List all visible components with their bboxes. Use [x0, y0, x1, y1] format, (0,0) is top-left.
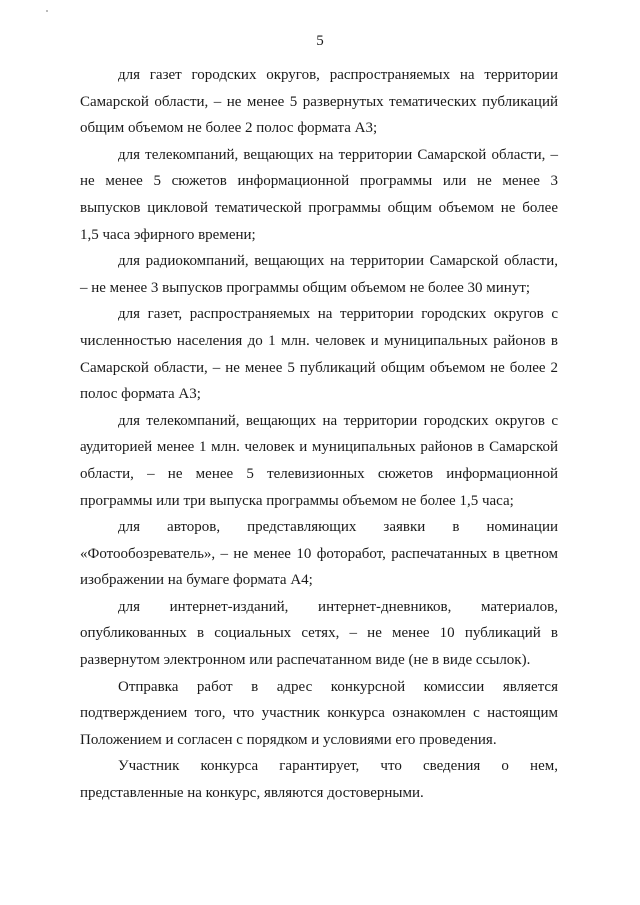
- paragraph-photo-reporters: для авторов, представляющих заявки в номинации «Фотообозреватель», – не менее 10 фоторабот, распечатанных в цветном изображении на бумаге формата А4;: [80, 519, 558, 589]
- paragraph-local-tv: для телекомпаний, вещающих на территории городских округов с аудиторией менее 1 млн. человек и муниципальных районов в Самарской области, – не менее 5 телевизионных сюжетов информационной программы или три выпуска программы объемом не более 1,5 часа;: [80, 412, 558, 509]
- paragraph-participant-guarantee: Участник конкурса гарантирует, что сведения о нем, представленные на конкурс, являются достоверными.: [80, 758, 558, 802]
- page-number: 5: [316, 33, 324, 49]
- paragraph-radio: для радиокомпаний, вещающих на территории Самарской области, – не менее 3 выпусков программы общим объемом не более 30 минут;: [80, 253, 558, 296]
- paragraph-regional-tv: для телекомпаний, вещающих на территории Самарской области, – не менее 5 сюжетов информационной программы или не менее 3 выпусков цикловой тематической программы общим объемом не более 1,5 часа эфирного времени;: [80, 146, 558, 243]
- paragraph-local-newspapers: для газет, распространяемых на территории городских округов с численностью населения до 1 млн. человек и муниципальных районов в Самарской области, – не менее 5 публикаций общим объемом не более 2 полос формата А3;: [80, 306, 558, 403]
- scan-mark: [46, 10, 48, 12]
- paragraph-internet-media: для интернет-изданий, интернет-дневников, материалов, опубликованных в социальных сетях, – не менее 10 публикаций в развернутом электронном или распечатанном виде (не в виде ссылок).: [80, 598, 558, 669]
- paragraph-submission-confirmation: Отправка работ в адрес конкурсной комиссии является подтверждением того, что участник конкурса ознакомлен с настоящим Положением и согласен с порядком и условиями его проведения.: [80, 678, 558, 748]
- document-body: [80, 62, 558, 807]
- paragraph-city-newspapers: для газет городских округов, распространяемых на территории Самарской области, – не менее 5 развернутых тематических публикаций общим объемом не более 2 полос формата А3;: [80, 67, 558, 137]
